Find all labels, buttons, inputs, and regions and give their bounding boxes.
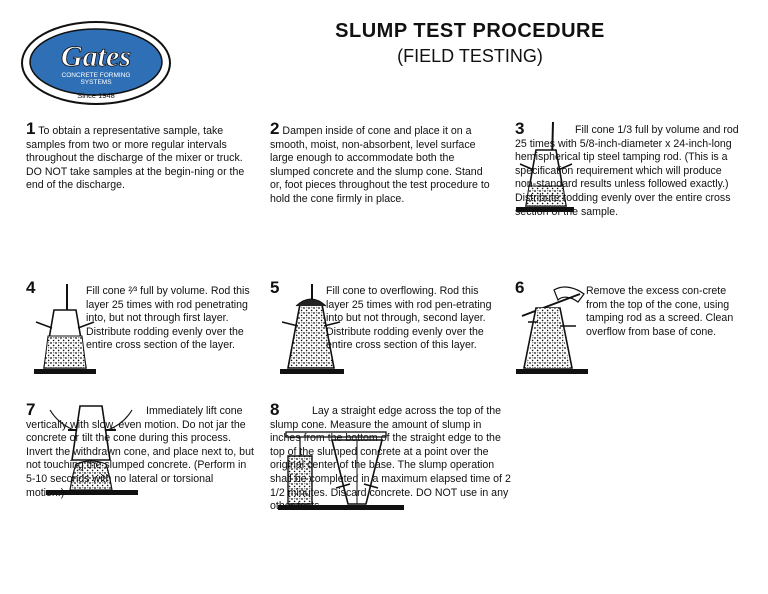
step-5-text: Fill cone to overflowing. Rod this layer 25 times with rod pen-etrating into but not through, second layer. Distribute rodding evenly over the entire cross section of this layer. — [326, 285, 492, 352]
title-main: SLUMP TEST PROCEDURE — [335, 20, 605, 42]
step-3-text: Fill cone 1/3 full by volume and rod 25 times with 5/8-inch-diameter x 24-inch-long hemispherical tip steel tamping rod. (This is a specification requirement which will produce non-standard results unless followed exactly.) Distribute rodding evenly over the entire cross section of the sample. — [515, 124, 739, 218]
logo-line1: CONCRETE FORMING — [61, 72, 131, 79]
step-6-illustration — [514, 278, 590, 378]
step-8-text: Lay a straight edge across the top of the slump cone. Measure the amount of slump in inches from the bottom of the straight edge to the top of the slumped concrete at a point over the original center of the base. The slump operation shall be completed in a maximum elapsed time of 2 1/2 minutes. Discard concrete. DO NOT use in any other tests. — [270, 405, 511, 513]
step-2-text: Dampen inside of cone and place it on a smooth, moist, non-absorbent, level surface large enough to accommodate both the slumped concrete and the slump cone. Stand or, foot pieces throughout the test procedure to hold the cone firmly in place. — [270, 125, 490, 205]
step-4-text: Fill cone ²⁄³ full by volume. Rod this layer 25 times with rod penetrating into, but not through first layer. Distribute rodding evenly over the entire cross section of the layer. — [86, 285, 250, 352]
step-6-text: Remove the excess con-crete from the top of the cone, using tamping rod as a screed. Clean overflow from base of cone. — [586, 285, 734, 338]
page-title — [300, 20, 640, 67]
step-7-text: Immediately lift cone vertically with slow, even motion. Do not jar the concrete or tilt the cone during this process. Invert the withdrawn cone, and place next to, but not touching the slumped concrete. (Perform in 5-10 seconds with no lateral or torsional motion.) — [26, 405, 254, 499]
step-4-number: 4 — [26, 278, 36, 297]
gates-logo — [20, 20, 172, 106]
logo-since: Since 1948 — [77, 91, 115, 100]
title-sub: (FIELD TESTING) — [397, 46, 543, 66]
step-1-number: 1 — [26, 119, 36, 138]
step-5-number: 5 — [270, 278, 280, 297]
step-1 — [26, 119, 251, 193]
step-6-number: 6 — [515, 278, 525, 297]
logo-name: Gates — [61, 40, 131, 73]
step-2 — [270, 119, 496, 207]
step-8-number: 8 — [270, 400, 280, 419]
step-1-text: To obtain a representative sample, take samples from two or more regular intervals throughout the discharge of the mixer or truck. DO NOT take samples at the begin-ning or the end of the discharge. — [26, 125, 245, 192]
step-3-number: 3 — [515, 119, 525, 138]
step-2-number: 2 — [270, 119, 280, 138]
logo-line2: SYSTEMS — [80, 79, 112, 86]
step-7-number: 7 — [26, 400, 36, 419]
